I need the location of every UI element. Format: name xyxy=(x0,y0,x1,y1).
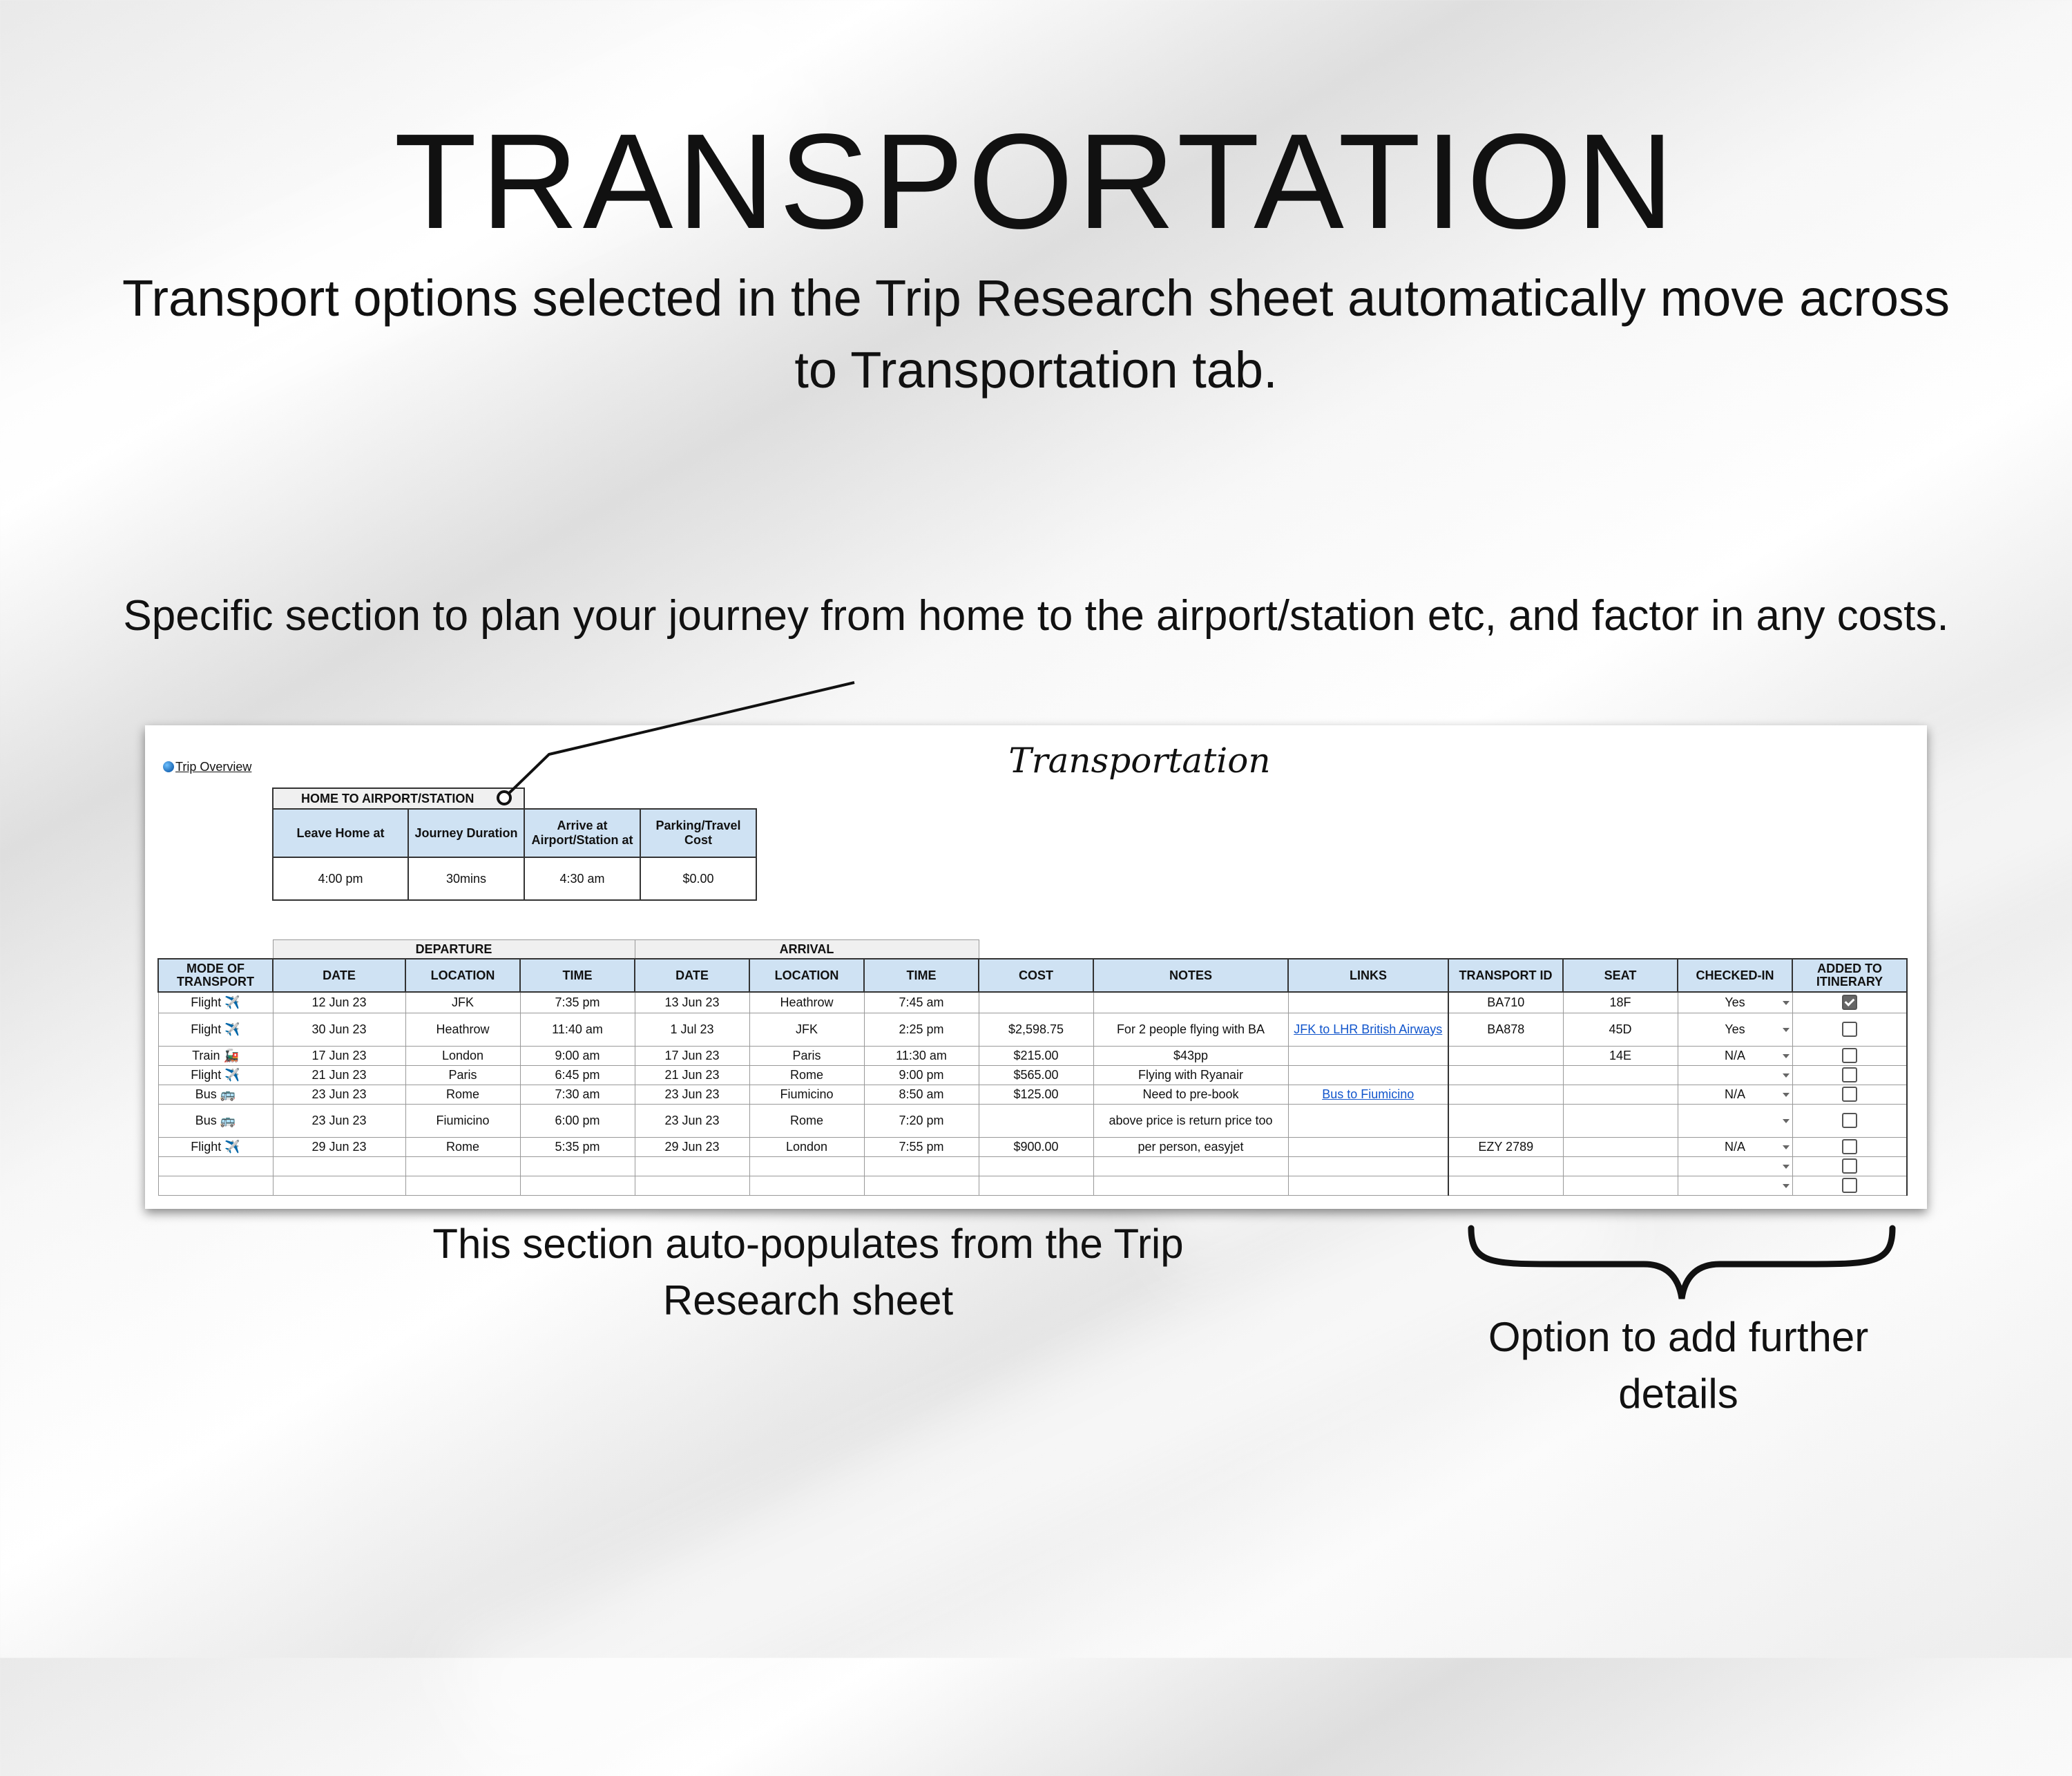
cell-dep-date[interactable]: 23 Jun 23 xyxy=(273,1104,405,1137)
cell-mode[interactable]: Flight ✈️ xyxy=(158,1065,273,1085)
page-title: TRANSPORTATION xyxy=(394,106,1678,257)
col-header-added-to-itinerary: ADDED TO ITINERARY xyxy=(1792,959,1907,992)
cell-arr-time[interactable]: 7:55 pm xyxy=(864,1137,979,1156)
cell-dep-date[interactable]: 30 Jun 23 xyxy=(273,1013,405,1046)
cell-dep-time[interactable]: 11:40 am xyxy=(520,1013,635,1046)
cell-dep-loc[interactable]: London xyxy=(405,1046,520,1065)
cell-link[interactable]: JFK to LHR British Airways xyxy=(1294,1022,1443,1036)
checked-in-value: N/A xyxy=(1724,1139,1745,1154)
cell-arr-loc[interactable]: London xyxy=(749,1137,864,1156)
checked-in-value: Yes xyxy=(1725,1022,1745,1036)
arrival-group-header: ARRIVAL xyxy=(635,940,979,959)
cell-arr-loc[interactable]: JFK xyxy=(749,1013,864,1046)
cell-arr-loc[interactable]: Fiumicino xyxy=(749,1085,864,1104)
cell-mode[interactable]: Bus 🚌 xyxy=(158,1085,273,1104)
cell-arr-time[interactable]: 7:45 am xyxy=(864,992,979,1013)
home-col-duration: Journey Duration xyxy=(408,809,524,857)
cell-cost[interactable]: $2,598.75 xyxy=(979,1013,1093,1046)
cell-dep-loc[interactable]: Paris xyxy=(405,1065,520,1085)
home-leave-value[interactable]: 4:00 pm xyxy=(273,857,408,900)
cell-transport-id[interactable]: BA878 xyxy=(1448,1013,1563,1046)
cell-dep-time[interactable]: 5:35 pm xyxy=(520,1137,635,1156)
home-col-leave: Leave Home at xyxy=(273,809,408,857)
trip-overview-label: Trip Overview xyxy=(175,760,252,774)
cell-transport-id[interactable]: EZY 2789 xyxy=(1448,1137,1563,1156)
cell-arr-time[interactable]: 9:00 pm xyxy=(864,1065,979,1085)
col-header-links: LINKS xyxy=(1288,959,1448,992)
home-col-arrive: Arrive at Airport/Station at xyxy=(524,809,640,857)
col-header-arr-time: TIME xyxy=(864,959,979,992)
cell-dep-date[interactable]: 23 Jun 23 xyxy=(273,1085,405,1104)
cell-mode[interactable]: Train 🚂 xyxy=(158,1046,273,1065)
pointer-dot xyxy=(498,792,510,804)
home-cost-value[interactable]: $0.00 xyxy=(640,857,756,900)
cell-mode[interactable]: Flight ✈️ xyxy=(158,1137,273,1156)
cell-notes[interactable]: $43pp xyxy=(1093,1046,1288,1065)
checked-in-value: N/A xyxy=(1724,1087,1745,1101)
col-header-dep-date: DATE xyxy=(273,959,405,992)
cell-dep-time[interactable]: 6:00 pm xyxy=(520,1104,635,1137)
cell-mode[interactable]: Bus 🚌 xyxy=(158,1104,273,1137)
cell-link[interactable]: Bus to Fiumicino xyxy=(1322,1087,1414,1101)
cell-notes[interactable]: For 2 people flying with BA xyxy=(1093,1013,1288,1046)
cell-seat[interactable]: 18F xyxy=(1563,992,1678,1013)
cell-dep-time[interactable]: 7:35 pm xyxy=(520,992,635,1013)
cell-dep-time[interactable]: 7:30 am xyxy=(520,1085,635,1104)
pointer-line xyxy=(504,682,854,798)
col-header-arr-date: DATE xyxy=(635,959,749,992)
cell-cost[interactable]: $565.00 xyxy=(979,1065,1093,1085)
cell-arr-loc[interactable]: Rome xyxy=(749,1065,864,1085)
cell-dep-loc[interactable]: Heathrow xyxy=(405,1013,520,1046)
cell-dep-time[interactable]: 6:45 pm xyxy=(520,1065,635,1085)
cell-arr-loc[interactable]: Heathrow xyxy=(749,992,864,1013)
callout-further-details: Option to add further details xyxy=(1488,1314,1869,1417)
cell-dep-loc[interactable]: JFK xyxy=(405,992,520,1013)
cell-dep-date[interactable]: 21 Jun 23 xyxy=(273,1065,405,1085)
cell-arr-loc[interactable]: Paris xyxy=(749,1046,864,1065)
cell-dep-date[interactable]: 12 Jun 23 xyxy=(273,992,405,1013)
page-subtitle: Transport options selected in the Trip Research sheet automatically move across to Transportation tab. xyxy=(122,269,1950,399)
cell-cost[interactable]: $215.00 xyxy=(979,1046,1093,1065)
cell-dep-time[interactable]: 9:00 am xyxy=(520,1046,635,1065)
cell-arr-time[interactable]: 7:20 pm xyxy=(864,1104,979,1137)
col-header-checked-in: CHECKED-IN xyxy=(1678,959,1792,992)
home-col-cost: Parking/Travel Cost xyxy=(640,809,756,857)
cell-arr-date[interactable]: 1 Jul 23 xyxy=(635,1013,749,1046)
cell-notes[interactable]: Need to pre-book xyxy=(1093,1085,1288,1104)
callout-auto-populates: This section auto-populates from the Trip Research sheet xyxy=(432,1221,1184,1324)
cell-seat[interactable]: 45D xyxy=(1563,1013,1678,1046)
cell-mode[interactable]: Flight ✈️ xyxy=(158,992,273,1013)
cell-arr-date[interactable]: 29 Jun 23 xyxy=(635,1137,749,1156)
cell-arr-date[interactable]: 13 Jun 23 xyxy=(635,992,749,1013)
cell-arr-loc[interactable]: Rome xyxy=(749,1104,864,1137)
col-header-cost: COST xyxy=(979,959,1093,992)
col-header-seat: SEAT xyxy=(1563,959,1678,992)
col-header-notes: NOTES xyxy=(1093,959,1288,992)
checked-in-value: N/A xyxy=(1724,1048,1745,1062)
col-header-dep-time: TIME xyxy=(520,959,635,992)
cell-cost[interactable]: $900.00 xyxy=(979,1137,1093,1156)
cell-seat[interactable]: 14E xyxy=(1563,1046,1678,1065)
checked-in-value: Yes xyxy=(1725,995,1745,1009)
cell-arr-time[interactable]: 11:30 am xyxy=(864,1046,979,1065)
home-duration-value[interactable]: 30mins xyxy=(408,857,524,900)
cell-arr-date[interactable]: 23 Jun 23 xyxy=(635,1104,749,1137)
cell-transport-id[interactable]: BA710 xyxy=(1448,992,1563,1013)
cell-arr-date[interactable]: 23 Jun 23 xyxy=(635,1085,749,1104)
cell-dep-date[interactable]: 17 Jun 23 xyxy=(273,1046,405,1065)
cell-dep-loc[interactable]: Fiumicino xyxy=(405,1104,520,1137)
col-header-mode: MODE OF TRANSPORT xyxy=(158,959,273,992)
cell-arr-time[interactable]: 2:25 pm xyxy=(864,1013,979,1046)
sheet-title: Transportation xyxy=(1008,741,1271,781)
cell-notes[interactable]: per person, easyjet xyxy=(1093,1137,1288,1156)
cell-arr-time[interactable]: 8:50 am xyxy=(864,1085,979,1104)
cell-notes[interactable]: Flying with Ryanair xyxy=(1093,1065,1288,1085)
col-header-arr-location: LOCATION xyxy=(749,959,864,992)
curly-brace xyxy=(1471,1228,1892,1299)
home-arrive-value[interactable]: 4:30 am xyxy=(524,857,640,900)
cell-arr-date[interactable]: 17 Jun 23 xyxy=(635,1046,749,1065)
cell-dep-loc[interactable]: Rome xyxy=(405,1137,520,1156)
cell-dep-loc[interactable]: Rome xyxy=(405,1085,520,1104)
cell-mode[interactable]: Flight ✈️ xyxy=(158,1013,273,1046)
cell-notes[interactable]: above price is return price too xyxy=(1093,1104,1288,1137)
departure-group-header: DEPARTURE xyxy=(273,940,635,959)
cell-dep-date[interactable]: 29 Jun 23 xyxy=(273,1137,405,1156)
cell-cost[interactable]: $125.00 xyxy=(979,1085,1093,1104)
cell-arr-date[interactable]: 21 Jun 23 xyxy=(635,1065,749,1085)
home-section-header: HOME TO AIRPORT/STATION xyxy=(273,788,524,809)
callout-home-section: Specific section to plan your journey from home to the airport/station etc, and factor in any costs. xyxy=(123,592,1949,640)
col-header-dep-location: LOCATION xyxy=(405,959,520,992)
col-header-transport-id: TRANSPORT ID xyxy=(1448,959,1563,992)
